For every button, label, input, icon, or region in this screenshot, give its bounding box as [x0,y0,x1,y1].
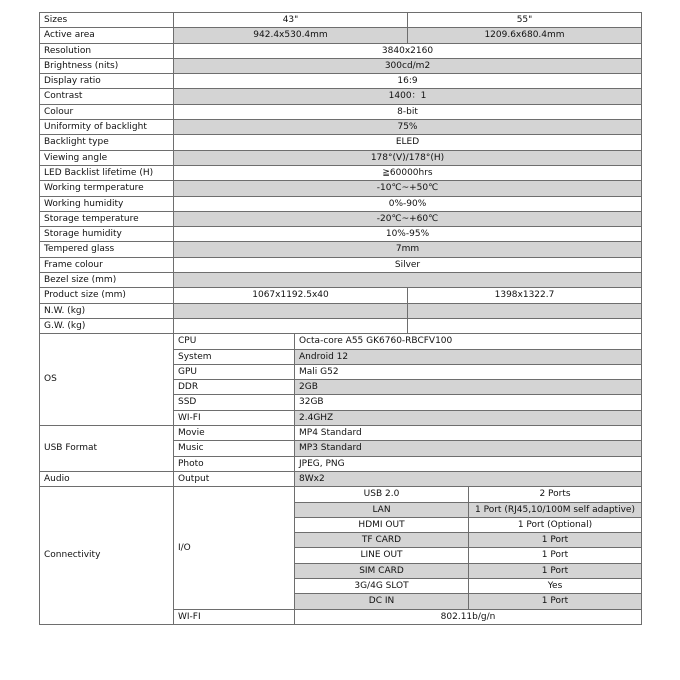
spec-row [40,227,642,242]
spec-value: 7mm [174,242,642,257]
row-active-area [40,28,642,43]
io-port-value: 1 Port (Optional) [469,517,642,532]
io-port-name: HDMI OUT [295,517,469,532]
io-port-name: TF CARD [295,533,469,548]
io-port-name: LINE OUT [295,548,469,563]
spec-label: LED Backlist lifetime (H) [40,165,174,180]
connectivity-section-label: Connectivity [40,487,174,625]
audio-section-label: Audio [40,471,174,486]
spec-value: -10℃~+50℃ [174,181,642,196]
spec-row [40,181,642,196]
row-gw [40,318,642,333]
os-item-value: 32GB [295,395,642,410]
io-port-name: DC IN [295,594,469,609]
spec-label: Working termperature [40,181,174,196]
io-port-value: 1 Port [469,563,642,578]
io-port-row [40,487,642,502]
os-item-value: 2GB [295,380,642,395]
audio-row [40,471,642,486]
os-item-value: Octa-core A55 GK6760-RBCFV100 [295,334,642,349]
os-row [40,334,642,349]
spec-value: 178°(V)/178°(H) [174,150,642,165]
spec-row [40,120,642,135]
os-section-label: OS [40,334,174,426]
nw-label: N.W. (kg) [40,303,174,318]
io-port-name: 3G/4G SLOT [295,578,469,593]
audio-output-label: Output [174,471,295,486]
spec-row [40,58,642,73]
spec-value: ELED [174,135,642,150]
active-area-55: 1209.6x680.4mm [408,28,642,43]
usb-section-label: USB Format [40,426,174,472]
spec-row [40,43,642,58]
spec-label: Display ratio [40,74,174,89]
product-size-55: 1398x1322.7 [408,288,642,303]
usb-item-value: MP3 Standard [295,441,642,456]
spec-label: Backlight type [40,135,174,150]
io-port-name: SIM CARD [295,563,469,578]
io-port-name: LAN [295,502,469,517]
spec-row [40,257,642,272]
io-port-value: Yes [469,578,642,593]
os-item-value: 2.4GHZ [295,410,642,425]
spec-value [174,273,642,288]
gw-43 [174,318,408,333]
spec-label: Uniformity of backlight [40,120,174,135]
spec-label: Resolution [40,43,174,58]
row-nw [40,303,642,318]
size-43: 43" [174,13,408,28]
spec-label: Storage humidity [40,227,174,242]
spec-value: ≧60000hrs [174,165,642,180]
usb-row [40,426,642,441]
spec-value: 16:9 [174,74,642,89]
io-port-value: 2 Ports [469,487,642,502]
spec-label: Storage temperature [40,211,174,226]
spec-value: 0%-90% [174,196,642,211]
spec-row [40,242,642,257]
os-item-label: DDR [174,380,295,395]
io-port-value: 1 Port [469,548,642,563]
os-item-label: CPU [174,334,295,349]
spec-value: 10%-95% [174,227,642,242]
spec-row [40,104,642,119]
spec-value: 8-bit [174,104,642,119]
spec-row [40,211,642,226]
os-item-value: Mali G52 [295,364,642,379]
usb-item-label: Photo [174,456,295,471]
os-item-label: System [174,349,295,364]
spec-row [40,74,642,89]
active-area-43: 942.4x530.4mm [174,28,408,43]
spec-row [40,89,642,104]
spec-value: 75% [174,120,642,135]
nw-55 [408,303,642,318]
sizes-label: Sizes [40,13,174,28]
spec-label: Colour [40,104,174,119]
spec-value: 1400：1 [174,89,642,104]
io-port-value: 1 Port [469,533,642,548]
spec-value: 3840x2160 [174,43,642,58]
row-product-size [40,288,642,303]
spec-row [40,196,642,211]
spec-label: Brightness (nits) [40,58,174,73]
row-sizes [40,13,642,28]
product-size-label: Product size (mm) [40,288,174,303]
usb-item-value: MP4 Standard [295,426,642,441]
spec-label: Viewing angle [40,150,174,165]
wifi-label: WI-FI [174,609,295,624]
usb-item-label: Movie [174,426,295,441]
os-item-label: SSD [174,395,295,410]
spec-label: Tempered glass [40,242,174,257]
wifi-value: 802.11b/g/n [295,609,642,624]
spec-label: Bezel size (mm) [40,273,174,288]
nw-43 [174,303,408,318]
usb-item-value: JPEG, PNG [295,456,642,471]
gw-label: G.W. (kg) [40,318,174,333]
os-item-value: Android 12 [295,349,642,364]
spec-row [40,135,642,150]
io-port-value: 1 Port [469,594,642,609]
io-label: I/O [174,487,295,609]
spec-label: Frame colour [40,257,174,272]
spec-value: Silver [174,257,642,272]
spec-label: Working humidity [40,196,174,211]
spec-label: Contrast [40,89,174,104]
io-port-value: 1 Port (RJ45,10/100M self adaptive) [469,502,642,517]
product-size-43: 1067x1192.5x40 [174,288,408,303]
os-item-label: GPU [174,364,295,379]
audio-output-value: 8Wx2 [295,471,642,486]
spec-row [40,165,642,180]
size-55: 55" [408,13,642,28]
gw-55 [408,318,642,333]
spec-value: -20℃~+60℃ [174,211,642,226]
active-area-label: Active area [40,28,174,43]
spec-table [39,12,642,625]
spec-row [40,273,642,288]
io-port-name: USB 2.0 [295,487,469,502]
spec-row [40,150,642,165]
os-item-label: WI-FI [174,410,295,425]
usb-item-label: Music [174,441,295,456]
spec-value: 300cd/m2 [174,58,642,73]
